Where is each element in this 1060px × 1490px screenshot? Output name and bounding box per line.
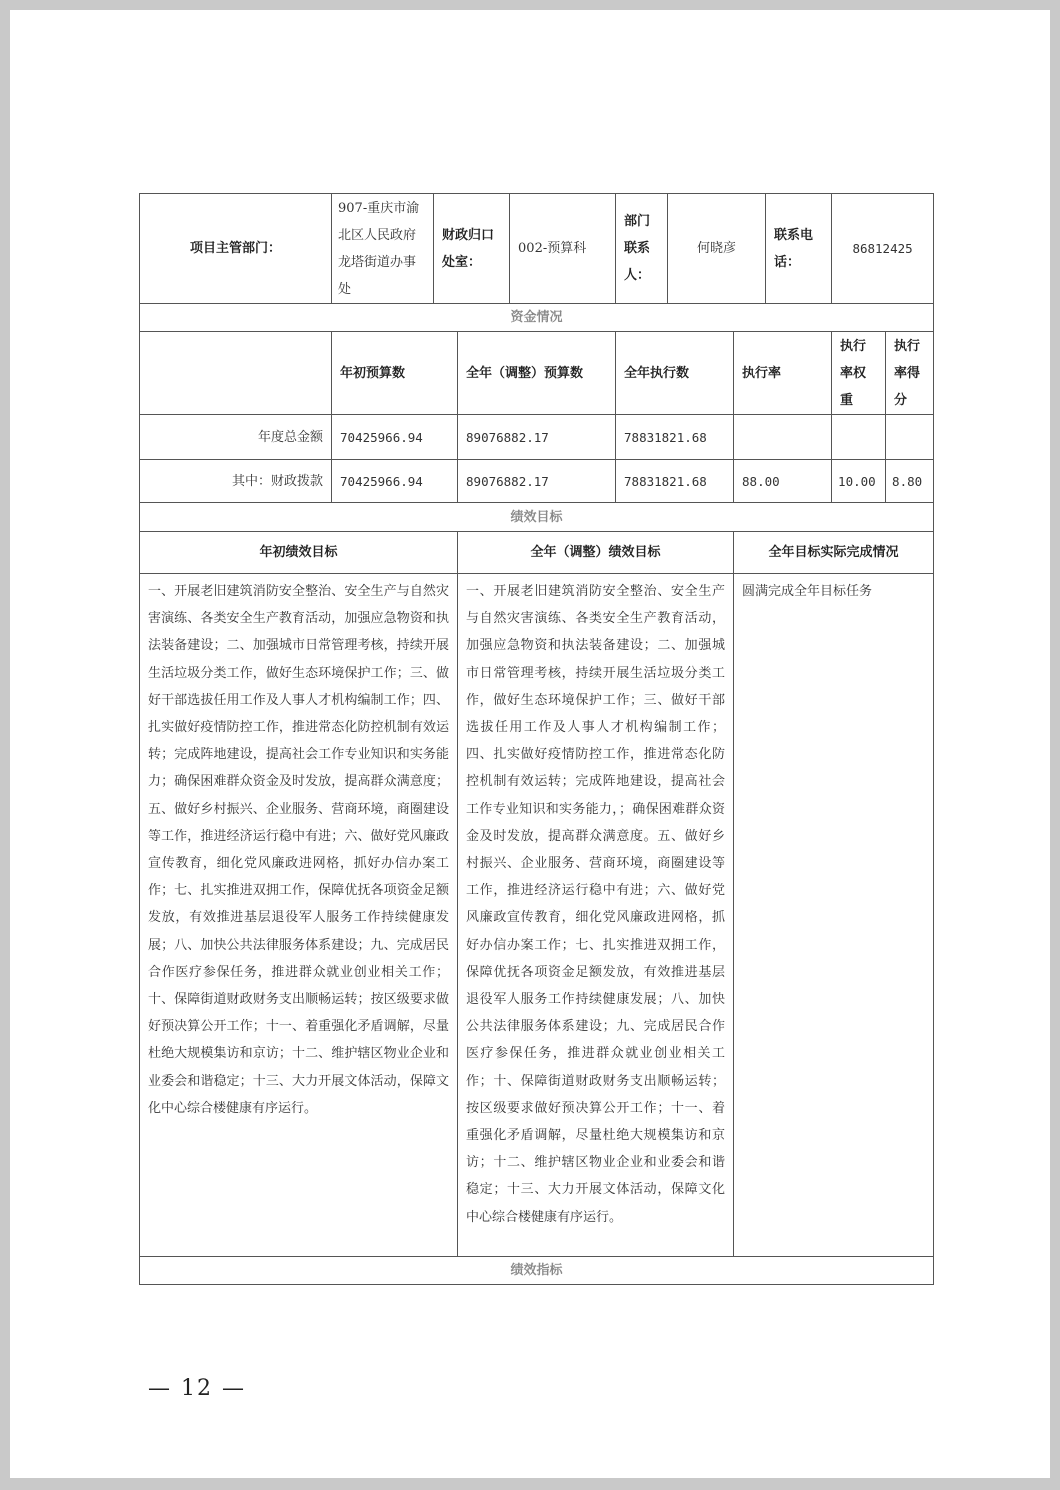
funds-row bbox=[140, 460, 934, 503]
funds-header-row bbox=[140, 332, 934, 415]
funds-row-executed: 78831821.68 bbox=[616, 460, 734, 503]
col-adjusted-budget: 全年（调整）预算数 bbox=[458, 332, 616, 415]
funds-row-weight bbox=[832, 415, 886, 460]
funds-row-executed: 78831821.68 bbox=[616, 415, 734, 460]
col-initial-budget: 年初预算数 bbox=[332, 332, 458, 415]
funds-row-score bbox=[886, 415, 934, 460]
funds-row-rate: 88.00 bbox=[734, 460, 832, 503]
initial-goal-text: 一、开展老旧建筑消防安全整治、安全生产与自然灾害演练、各类安全生产教育活动，加强应急物资和执法装备建设；二、加强城市日常管理考核，持续开展生活垃圾分类工作，做好生态环境保护工作；三、做好干部选拔任用工作及人事人才机构编制工作；四、扎实做好疫情防控工作，推进常态化防控机制有效运转；完成阵地建设，提高社会工作专业知识和实务能力；确保困难群众资金及时发放，提高群众满意度；五、做好乡村振兴、企业服务、营商环境，商圈建设等工作，推进经济运行稳中有进；六、做好党风廉政宣传教育，细化党风廉政进网格，抓好办信办案工作；七、扎实推进双拥工作，保障优抚各项资金足额发放，有效推进基层退役军人服务工作持续健康发展；八、加快公共法律服务体系建设；九、完成居民合作医疗参保任务，推进群众就业创业相关工作；十、保障街道财政财务支出顺畅运转；按区级要求做好预决算公开工作；十一、着重强化矛盾调解，尽量杜绝大规模集访和京访；十二、维护辖区物业企业和业委会和谐稳定；十三、大力开展文体活动，保障文化中心综合楼健康有序运行。 bbox=[140, 574, 458, 1257]
funds-header-blank bbox=[140, 332, 332, 415]
col-rate: 执行率 bbox=[734, 332, 832, 415]
finance-value: 002-预算科 bbox=[510, 194, 616, 304]
funds-row-adjusted: 89076882.17 bbox=[458, 415, 616, 460]
document-page bbox=[10, 10, 1050, 1478]
dept-label: 项目主管部门： bbox=[140, 194, 332, 304]
adjusted-goal-text: 一、开展老旧建筑消防安全整治、安全生产与自然灾害演练、各类安全生产教育活动，加强应急物资和执法装备建设；二、加强城市日常管理考核，持续开展生活垃圾分类工作，做好生态环境保护工作；三、做好干部选拔任用工作及人事人才机构编制工作；四、扎实做好疫情防控工作，推进常态化防控机制有效运转；完成阵地建设，提高社会工作专业知识和实务能力，；确保困难群众资金及时发放，提高群众满意度。五、做好乡村振兴、企业服务、营商环境，商圈建设等工作，推进经济运行稳中有进；六、做好党风廉政宣传教育，细化党风廉政进网格，抓好办信办案工作；七、扎实推进双拥工作，保障优抚各项资金足额发放，有效推进基层退役军人服务工作持续健康发展；八、加快公共法律服务体系建设；九、完成居民合作医疗参保任务，推进群众就业创业相关工作；十、保障街道财政财务支出顺畅运转；按区级要求做好预决算公开工作；十一、着重强化矛盾调解，尽量杜绝大规模集访和京访；十二、维护辖区物业企业和业委会和谐稳定；十三、大力开展文体活动，保障文化中心综合楼健康有序运行。 bbox=[458, 574, 734, 1257]
goals-body-row bbox=[140, 574, 934, 1257]
col-initial-goal: 年初绩效目标 bbox=[140, 532, 458, 574]
funds-row-initial: 70425966.94 bbox=[332, 415, 458, 460]
contact-label: 部门联系人： bbox=[616, 194, 668, 304]
col-score: 执行率得分 bbox=[886, 332, 934, 415]
page-number: — 12 — bbox=[148, 1376, 246, 1401]
col-executed: 全年执行数 bbox=[616, 332, 734, 415]
funds-row-label: 年度总金额 bbox=[140, 415, 332, 460]
performance-table bbox=[139, 193, 934, 1285]
finance-label: 财政归口处室： bbox=[434, 194, 510, 304]
funds-row-label: 其中：财政拨款 bbox=[140, 460, 332, 503]
funds-row-weight: 10.00 bbox=[832, 460, 886, 503]
funds-row-score: 8.80 bbox=[886, 460, 934, 503]
header-row bbox=[140, 194, 934, 304]
actual-completion-text: 圆满完成全年目标任务 bbox=[734, 574, 934, 1257]
funds-section-title: 资金情况 bbox=[140, 304, 934, 332]
col-weight: 执行率权重 bbox=[832, 332, 886, 415]
indicators-section-title: 绩效指标 bbox=[140, 1257, 934, 1285]
funds-row-adjusted: 89076882.17 bbox=[458, 460, 616, 503]
goals-section-title: 绩效目标 bbox=[140, 503, 934, 532]
funds-row-initial: 70425966.94 bbox=[332, 460, 458, 503]
phone-label: 联系电话： bbox=[766, 194, 832, 304]
phone-value: 86812425 bbox=[832, 194, 934, 304]
col-adjusted-goal: 全年（调整）绩效目标 bbox=[458, 532, 734, 574]
contact-value: 何晓彦 bbox=[668, 194, 766, 304]
dept-value: 907-重庆市渝北区人民政府龙塔街道办事处 bbox=[332, 194, 434, 304]
funds-row-rate bbox=[734, 415, 832, 460]
goals-header-row bbox=[140, 532, 934, 574]
funds-row bbox=[140, 415, 934, 460]
col-actual-completion: 全年目标实际完成情况 bbox=[734, 532, 934, 574]
